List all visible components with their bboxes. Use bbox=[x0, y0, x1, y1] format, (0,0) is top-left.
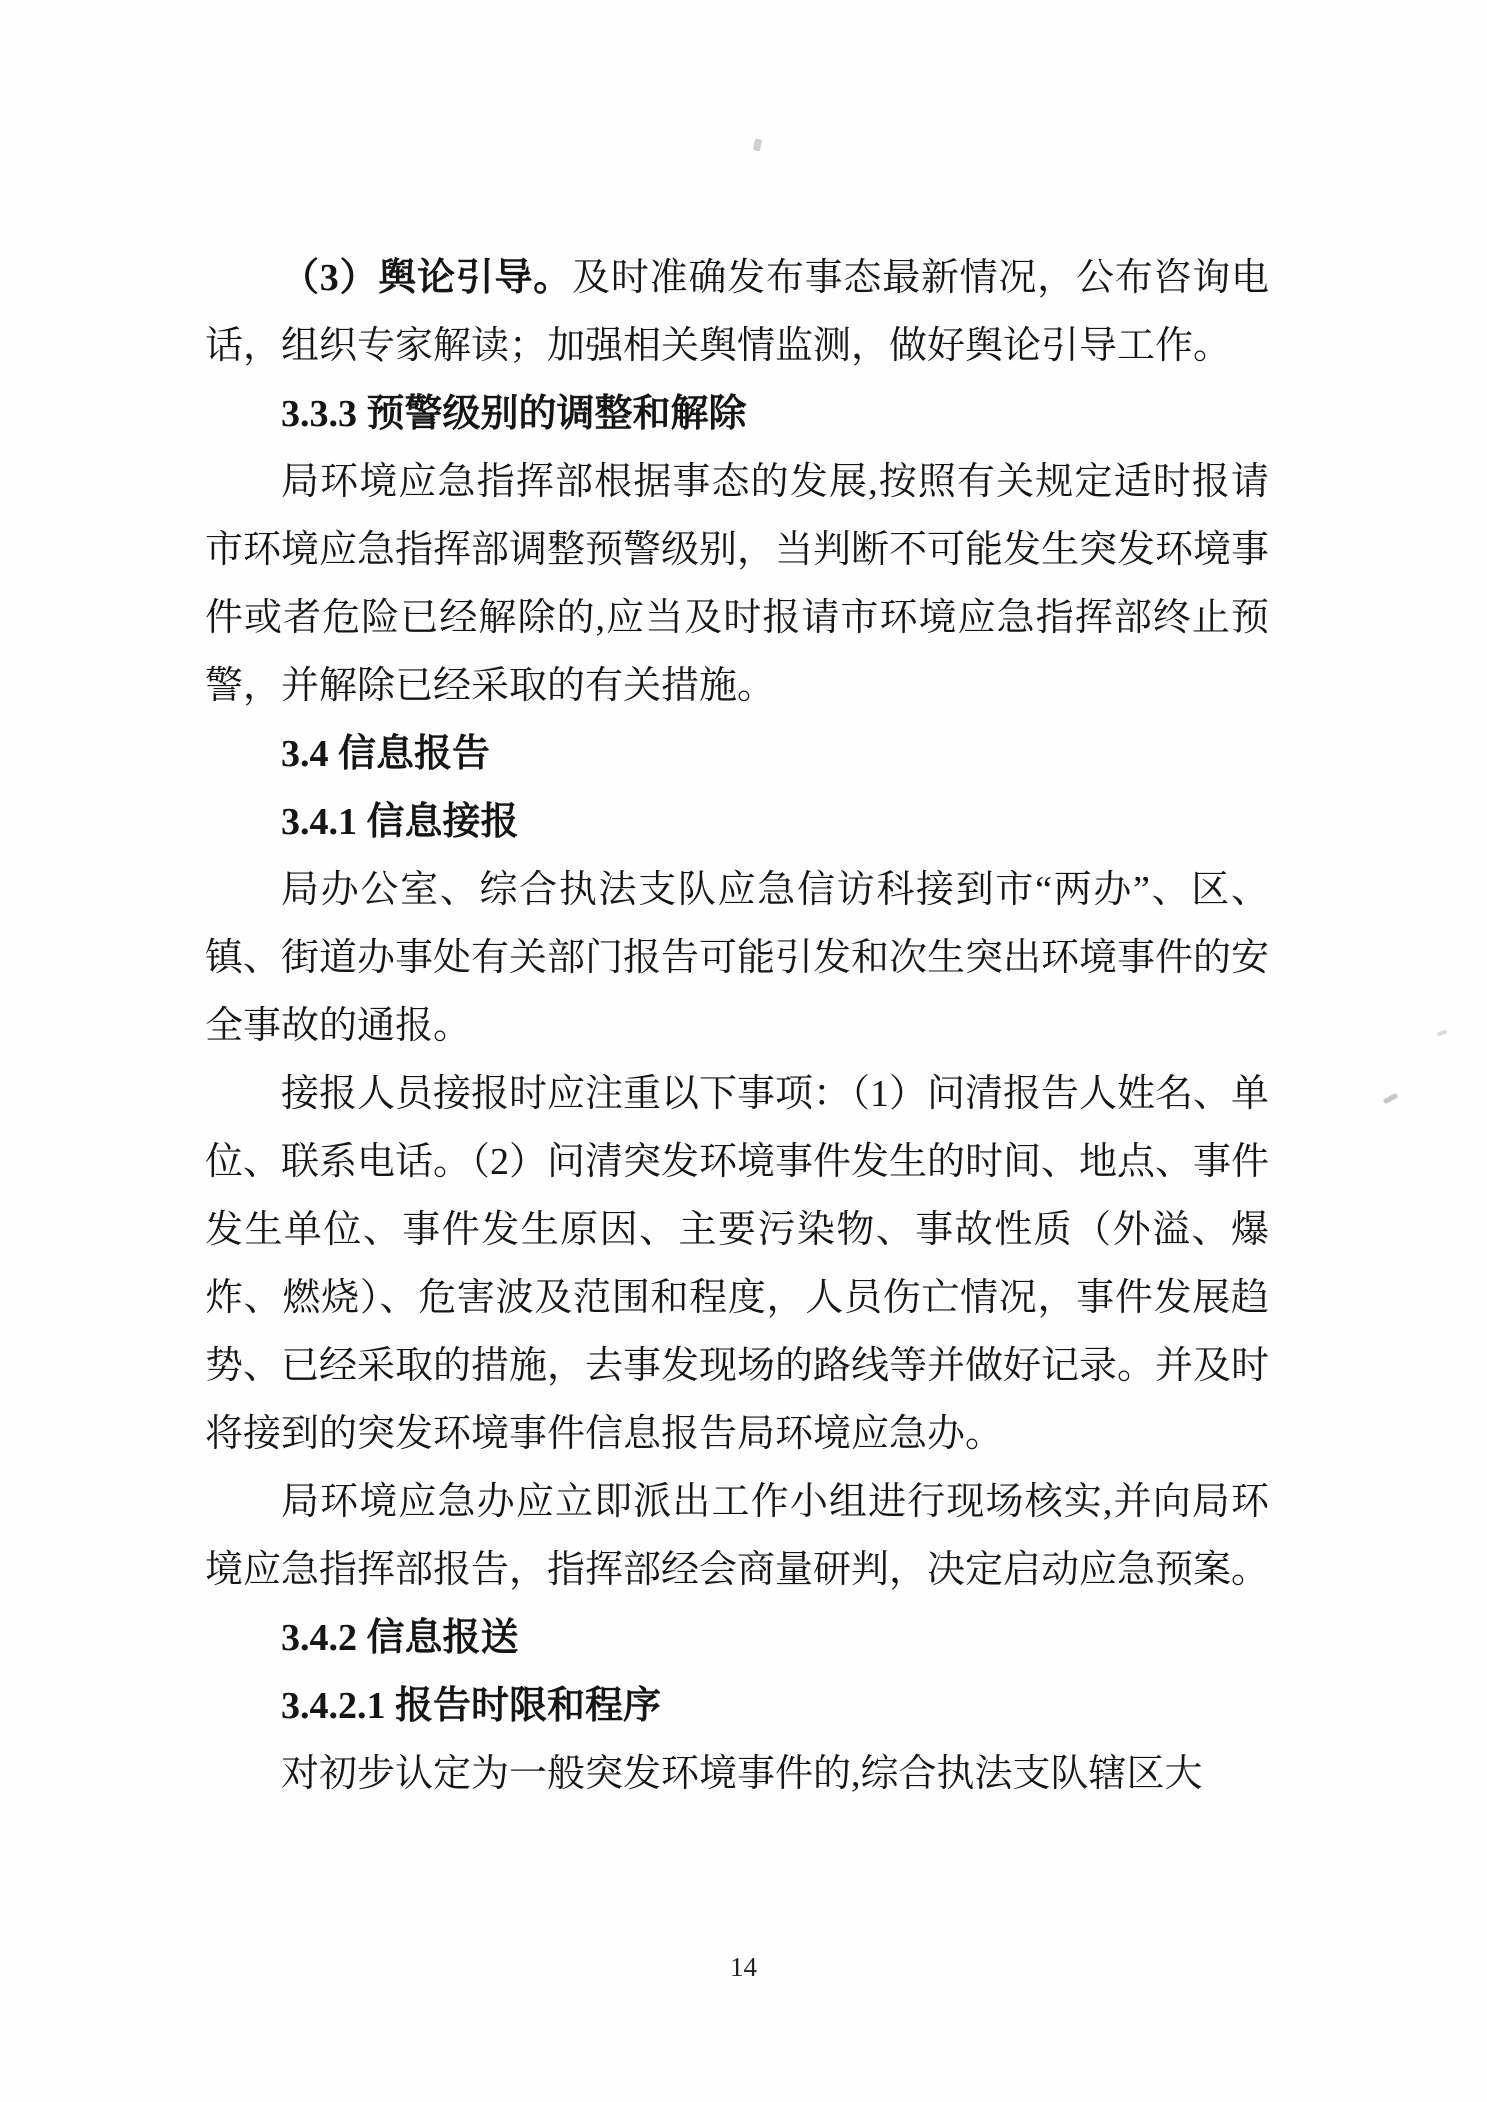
section-heading bbox=[205, 788, 1269, 856]
text-run: 局办公室、综合执法支队应急信访科接到市“两办”、区、镇、街道办事处有关部门报告可能引发和次生突出环境事件的安全事故的通报。 bbox=[205, 869, 1270, 1047]
scan-speck bbox=[753, 138, 762, 151]
page-number: 14 bbox=[730, 1952, 757, 1982]
section-heading bbox=[205, 720, 1269, 788]
scan-speck bbox=[1383, 1093, 1399, 1104]
text-run: 局环境应急指挥部根据事态的发展,按照有关规定适时报请市环境应急指挥部调整预警级别，当判断不可能发生突发环境事件或者危险已经解除的,应当及时报请市环境应急指挥部终止预警，并解除已经采取的有关措施。 bbox=[205, 461, 1270, 707]
body-paragraph bbox=[205, 1740, 1269, 1808]
text-run: 3.3.3 预警级别的调整和解除 bbox=[281, 393, 747, 435]
text-run: 及时准确发布事态最新情况，公布咨询电话，组织专家解读；加强相关舆情监测，做好舆论引导工作。 bbox=[205, 257, 1269, 367]
text-run: 局环境应急办应立即派出工作小组进行现场核实,并向局环境应急指挥部报告，指挥部经会商量研判，决定启动应急预案。 bbox=[205, 1481, 1270, 1591]
section-heading bbox=[205, 380, 1269, 448]
section-heading bbox=[205, 1672, 1269, 1740]
body-paragraph bbox=[205, 856, 1269, 1060]
text-run: 3.4 信息报告 bbox=[281, 733, 491, 775]
section-heading bbox=[205, 1604, 1269, 1672]
body-paragraph bbox=[205, 244, 1269, 380]
text-run: 3.4.1 信息接报 bbox=[281, 801, 519, 843]
document-body bbox=[205, 244, 1269, 1808]
text-run: （3）舆论引导。 bbox=[281, 257, 573, 299]
scan-speck bbox=[1437, 1029, 1448, 1036]
body-paragraph bbox=[205, 1060, 1269, 1468]
body-paragraph bbox=[205, 448, 1269, 720]
text-run: 3.4.2 信息报送 bbox=[281, 1617, 519, 1659]
body-paragraph bbox=[205, 1468, 1269, 1604]
text-run: 接报人员接报时应注重以下事项：（1）问清报告人姓名、单位、联系电话。（2）问清突发环境事件发生的时间、地点、事件发生单位、事件发生原因、主要污染物、事故性质（外溢、爆炸、燃烧）、危害波及范围和程度，人员伤亡情况，事件发展趋势、已经采取的措施，去事发现场的路线等并做好记录。并及时将接到的突发环境事件信息报告局环境应急办。 bbox=[205, 1073, 1270, 1455]
text-run: 3.4.2.1 报告时限和程序 bbox=[281, 1685, 662, 1727]
text-run: 对初步认定为一般突发环境事件的,综合执法支队辖区大 bbox=[281, 1753, 1203, 1795]
